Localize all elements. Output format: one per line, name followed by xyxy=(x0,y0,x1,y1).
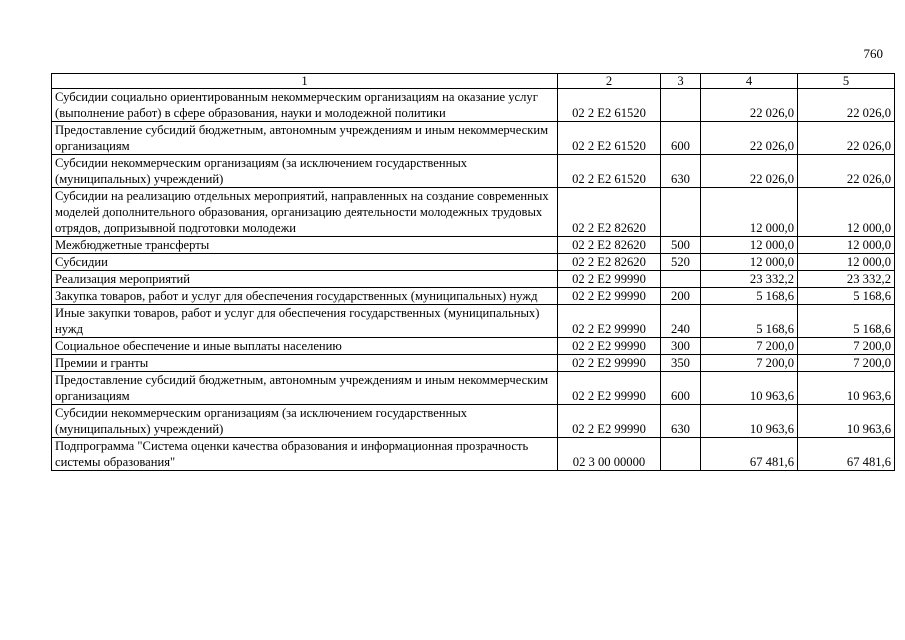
table-row xyxy=(52,338,895,355)
row-amount-col5: 12 000,0 xyxy=(798,254,895,271)
row-amount-col4: 23 332,2 xyxy=(701,271,798,288)
row-amount-col5: 23 332,2 xyxy=(798,271,895,288)
row-name: Субсидии некоммерческим организациям (за исключением государственных (муниципальных) учреждений) xyxy=(52,155,558,188)
row-expense-type: 600 xyxy=(661,122,701,155)
row-amount-col4: 22 026,0 xyxy=(701,89,798,122)
row-expense-type: 350 xyxy=(661,355,701,372)
row-target-code: 02 2 E2 82620 xyxy=(558,237,661,254)
row-expense-type: 240 xyxy=(661,305,701,338)
table-row xyxy=(52,438,895,471)
table-row xyxy=(52,254,895,271)
row-name: Субсидии некоммерческим организациям (за исключением государственных (муниципальных) учреждений) xyxy=(52,405,558,438)
row-amount-col5: 12 000,0 xyxy=(798,188,895,237)
row-expense-type: 300 xyxy=(661,338,701,355)
table-row xyxy=(52,288,895,305)
row-amount-col4: 7 200,0 xyxy=(701,355,798,372)
row-amount-col5: 10 963,6 xyxy=(798,405,895,438)
table-row xyxy=(52,188,895,237)
row-amount-col5: 5 168,6 xyxy=(798,305,895,338)
table-row xyxy=(52,271,895,288)
row-target-code: 02 2 E2 99990 xyxy=(558,355,661,372)
row-target-code: 02 2 E2 82620 xyxy=(558,188,661,237)
table-row xyxy=(52,372,895,405)
row-name: Социальное обеспечение и иные выплаты населению xyxy=(52,338,558,355)
row-amount-col5: 7 200,0 xyxy=(798,355,895,372)
row-target-code: 02 2 E2 61520 xyxy=(558,122,661,155)
row-amount-col5: 10 963,6 xyxy=(798,372,895,405)
table-row xyxy=(52,405,895,438)
row-target-code: 02 2 E2 99990 xyxy=(558,372,661,405)
row-amount-col4: 12 000,0 xyxy=(701,188,798,237)
row-expense-type: 630 xyxy=(661,155,701,188)
row-target-code: 02 2 E2 61520 xyxy=(558,89,661,122)
row-target-code: 02 3 00 00000 xyxy=(558,438,661,471)
row-name: Субсидии xyxy=(52,254,558,271)
row-name: Иные закупки товаров, работ и услуг для обеспечения государственных (муниципальных) нужд xyxy=(52,305,558,338)
row-name: Субсидии социально ориентированным некоммерческим организациям на оказание услуг (выполнение работ) в сфере образования, науки и молодежной политики xyxy=(52,89,558,122)
page-number: 760 xyxy=(863,46,883,61)
row-expense-type xyxy=(661,89,701,122)
row-amount-col4: 10 963,6 xyxy=(701,405,798,438)
row-name: Закупка товаров, работ и услуг для обеспечения государственных (муниципальных) нужд xyxy=(52,288,558,305)
header-col-5: 5 xyxy=(798,74,895,89)
table-row xyxy=(52,237,895,254)
row-amount-col4: 22 026,0 xyxy=(701,122,798,155)
table-row xyxy=(52,122,895,155)
row-amount-col4: 12 000,0 xyxy=(701,254,798,271)
row-name: Премии и гранты xyxy=(52,355,558,372)
header-col-2: 2 xyxy=(558,74,661,89)
row-expense-type xyxy=(661,188,701,237)
table-header xyxy=(52,74,895,89)
table-row xyxy=(52,155,895,188)
row-name: Предоставление субсидий бюджетным, автономным учреждениям и иным некоммерческим организациям xyxy=(52,372,558,405)
row-target-code: 02 2 E2 99990 xyxy=(558,405,661,438)
row-expense-type: 520 xyxy=(661,254,701,271)
row-target-code: 02 2 E2 61520 xyxy=(558,155,661,188)
row-expense-type xyxy=(661,438,701,471)
row-expense-type: 630 xyxy=(661,405,701,438)
row-amount-col4: 22 026,0 xyxy=(701,155,798,188)
table-row xyxy=(52,89,895,122)
row-expense-type: 600 xyxy=(661,372,701,405)
row-amount-col5: 22 026,0 xyxy=(798,155,895,188)
table-row xyxy=(52,355,895,372)
header-col-3: 3 xyxy=(661,74,701,89)
row-amount-col4: 5 168,6 xyxy=(701,288,798,305)
row-name: Межбюджетные трансферты xyxy=(52,237,558,254)
row-expense-type xyxy=(661,271,701,288)
row-target-code: 02 2 E2 99990 xyxy=(558,271,661,288)
table-row xyxy=(52,305,895,338)
row-amount-col5: 12 000,0 xyxy=(798,237,895,254)
row-name: Субсидии на реализацию отдельных мероприятий, направленных на создание современных моделей дополнительного образования, организацию деятельности молодежных трудовых отрядов, допризывной подготовки молодежи xyxy=(52,188,558,237)
header-col-4: 4 xyxy=(701,74,798,89)
row-amount-col5: 22 026,0 xyxy=(798,89,895,122)
header-col-1: 1 xyxy=(52,74,558,89)
row-amount-col4: 7 200,0 xyxy=(701,338,798,355)
row-name: Предоставление субсидий бюджетным, автономным учреждениям и иным некоммерческим организациям xyxy=(52,122,558,155)
row-target-code: 02 2 E2 99990 xyxy=(558,305,661,338)
row-amount-col5: 7 200,0 xyxy=(798,338,895,355)
row-expense-type: 200 xyxy=(661,288,701,305)
row-amount-col4: 67 481,6 xyxy=(701,438,798,471)
row-target-code: 02 2 E2 82620 xyxy=(558,254,661,271)
row-amount-col4: 10 963,6 xyxy=(701,372,798,405)
table-body xyxy=(52,89,895,471)
row-amount-col5: 67 481,6 xyxy=(798,438,895,471)
row-amount-col4: 5 168,6 xyxy=(701,305,798,338)
row-target-code: 02 2 E2 99990 xyxy=(558,288,661,305)
header-row xyxy=(52,74,895,89)
row-target-code: 02 2 E2 99990 xyxy=(558,338,661,355)
row-name: Подпрограмма "Система оценки качества образования и информационная прозрачность системы образования" xyxy=(52,438,558,471)
row-amount-col5: 5 168,6 xyxy=(798,288,895,305)
budget-table xyxy=(51,73,895,471)
row-amount-col4: 12 000,0 xyxy=(701,237,798,254)
row-name: Реализация мероприятий xyxy=(52,271,558,288)
row-amount-col5: 22 026,0 xyxy=(798,122,895,155)
row-expense-type: 500 xyxy=(661,237,701,254)
